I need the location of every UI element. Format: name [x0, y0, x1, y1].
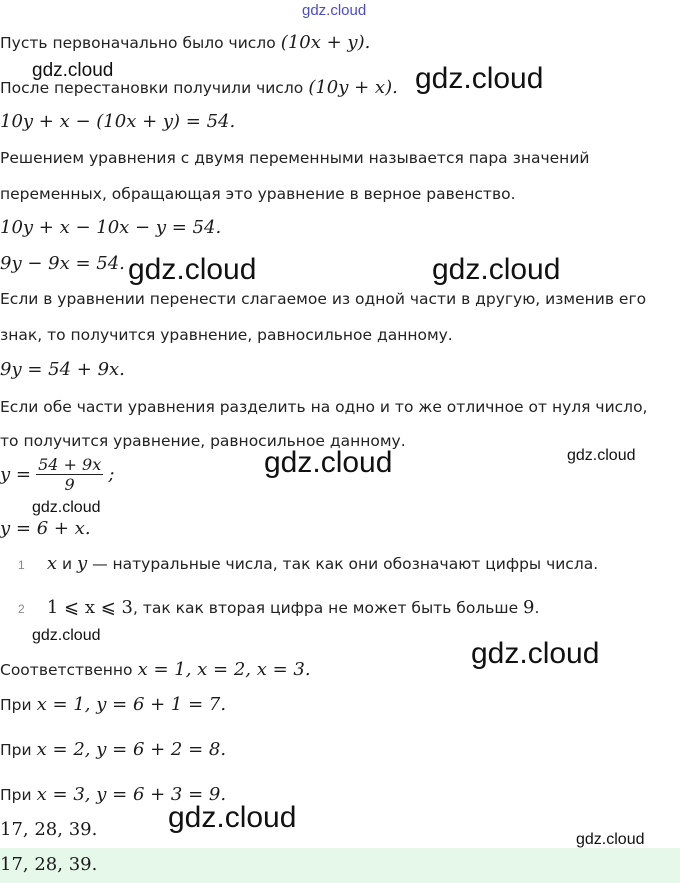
text: , так как вторая цифра не может быть больше: [132, 599, 524, 617]
text: При: [0, 786, 32, 804]
numerator: 54 + 9x: [38, 455, 102, 474]
answer-box: [0, 848, 680, 883]
text: При: [0, 696, 32, 714]
list-item: [18, 553, 598, 574]
list-item: [18, 597, 539, 618]
watermark: gdz.cloud: [415, 62, 544, 95]
math: x = 2, y = 6 + 2 = 8.: [36, 739, 227, 760]
equation: 9y − 9x = 54.: [0, 253, 125, 274]
watermark: gdz.cloud: [168, 801, 297, 834]
math: x: [46, 553, 58, 574]
text: Пусть первоначально было число: [0, 34, 276, 52]
list-number: 1: [18, 558, 25, 572]
math: 1 ⩽ x ⩽ 3: [46, 597, 133, 618]
solution-line: [0, 739, 226, 760]
watermark: gdz.cloud: [471, 637, 600, 670]
rule-text: то получится уравнение, равносильное данному.: [0, 432, 406, 450]
denominator: 9: [64, 475, 75, 494]
semicolon: ;: [108, 464, 115, 485]
rule-text: Если в уравнении перенести слагаемое из одной части в другую, изменив его: [0, 290, 647, 308]
watermark: gdz.cloud: [32, 60, 114, 81]
fraction-equation: [0, 455, 114, 494]
rule-text: знак, то получится уравнение, равносильное данному.: [0, 326, 453, 344]
equation: 9y = 54 + 9x.: [0, 359, 125, 380]
math: (10x + y).: [280, 32, 371, 53]
math: x = 3, y = 6 + 3 = 9.: [36, 784, 227, 805]
watermark: gdz.cloud: [32, 499, 101, 516]
equation: 10y + x − 10x − y = 54.: [0, 217, 222, 238]
watermark: gdz.cloud: [128, 253, 257, 286]
list-number: 2: [18, 602, 25, 616]
fraction: [36, 455, 103, 494]
solution-line: [0, 694, 226, 715]
watermark: gdz.cloud: [264, 446, 393, 479]
math: (10y + x).: [308, 77, 398, 98]
text: После перестановки получили число: [0, 79, 304, 97]
text: Соответственно: [0, 661, 133, 679]
rule-text: Решением уравнения с двумя переменными называется пара значений: [0, 149, 590, 167]
equation: 10y + x − (10x + y) = 54.: [0, 111, 236, 132]
watermark: gdz.cloud: [432, 253, 561, 286]
lhs: y =: [0, 464, 31, 485]
text: — натуральные числа, так как они обозначают цифры числа.: [87, 555, 599, 573]
answer-value: 17, 28, 39.: [0, 854, 98, 875]
math: x = 1, x = 2, x = 3.: [137, 659, 311, 680]
text: .: [534, 599, 540, 617]
text: При: [0, 741, 32, 759]
watermark: gdz.cloud: [576, 831, 645, 848]
result-line: 17, 28, 39.: [0, 819, 98, 840]
watermark-top: gdz.cloud: [302, 2, 367, 19]
math: x = 1, y = 6 + 1 = 7.: [36, 694, 227, 715]
watermark: gdz.cloud: [567, 447, 636, 464]
text: и: [57, 555, 77, 573]
equation: y = 6 + x.: [0, 518, 91, 539]
solution-line: [0, 77, 398, 98]
rule-text: переменных, обращающая это уравнение в верное равенство.: [0, 185, 516, 203]
watermark: gdz.cloud: [32, 627, 101, 644]
rule-text: Если обе части уравнения разделить на одно и то же отличное от нуля число,: [0, 398, 648, 416]
math: 9: [523, 597, 535, 618]
math: y: [76, 553, 88, 574]
solution-line: [0, 659, 311, 680]
solution-line: [0, 32, 370, 53]
solution-line: [0, 784, 226, 805]
